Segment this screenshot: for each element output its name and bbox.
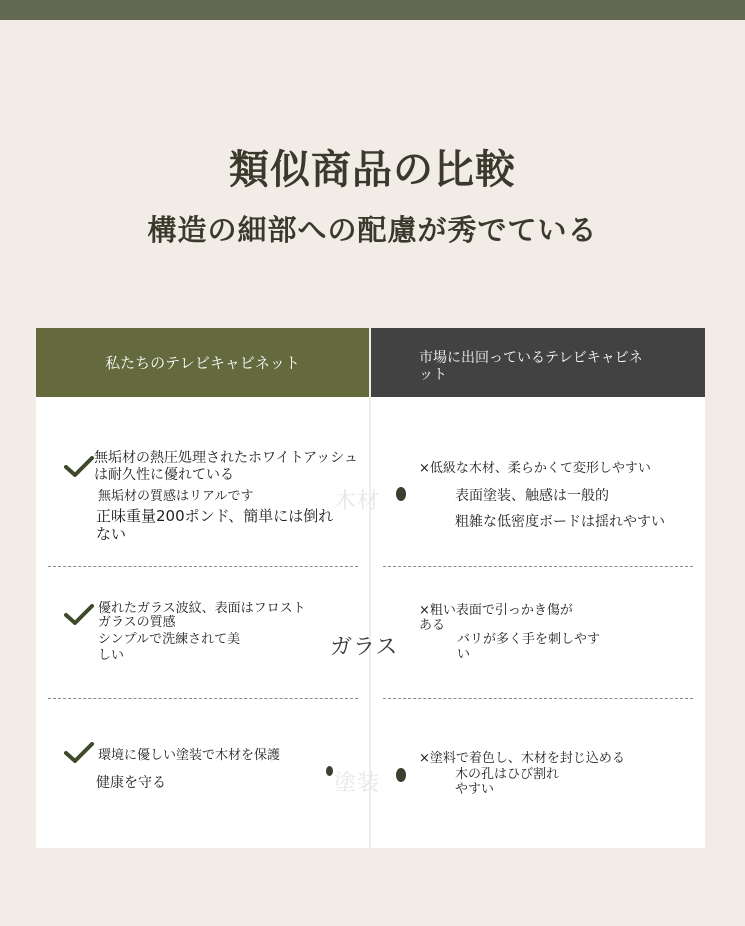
ours-wood-line-1: 無垢材の熱圧処理されたホワイトアッシュは耐久性に優れている	[94, 450, 358, 483]
ours-glass-line-1: 優れたガラス波紋、表面はフロストガラスの質感	[98, 601, 306, 630]
category-label-paint: 塗装	[334, 771, 381, 796]
row-separator	[383, 698, 693, 699]
ours-paint-line-2: 健康を守る	[96, 775, 166, 791]
row-separator	[48, 698, 358, 699]
comparison-table	[36, 328, 705, 848]
check-icon	[64, 742, 94, 764]
marker-dot	[326, 766, 333, 776]
check-icon	[64, 456, 94, 478]
page-subtitle: 構造の細部への配慮が秀でている	[147, 213, 598, 247]
market-header: 市場に出回っているテレビキャビネット	[371, 328, 705, 397]
marker-dot	[396, 487, 406, 501]
marker-dot	[396, 768, 406, 782]
ours-wood-line-2: 無垢材の質感はリアルです	[98, 489, 254, 504]
market-paint-line-1: ×塗料で着色し、木材を封じ込める	[419, 751, 625, 766]
page-title: 類似商品の比較	[229, 147, 516, 193]
category-label-glass: ガラス	[330, 635, 399, 660]
market-glass-line-2: バリが多く手を刺しやすい	[457, 632, 601, 662]
row-separator	[383, 566, 693, 567]
market-paint-line-2: 木の孔はひび割れやすい	[455, 767, 560, 797]
ours-wood-line-3: 正味重量200ポンド、簡単には倒れない	[96, 507, 334, 543]
market-wood-line-3: 粗雑な低密度ボードは揺れやすい	[455, 514, 665, 530]
market-glass-line-1: ×粗い表面で引っかき傷がある	[419, 603, 573, 633]
market-column	[371, 328, 705, 848]
ours-header: 私たちのテレビキャビネット	[36, 328, 369, 397]
top-bar	[0, 0, 745, 20]
market-wood-line-2: 表面塗装、触感は一般的	[455, 488, 609, 504]
ours-column	[36, 328, 369, 848]
row-separator	[48, 566, 358, 567]
check-icon	[64, 604, 94, 626]
category-label-wood: 木材	[334, 489, 381, 514]
market-wood-line-1: ×低級な木材、柔らかくて変形しやすい	[419, 461, 651, 476]
ours-glass-line-2: シンプルで洗練されて美しい	[98, 632, 241, 663]
ours-paint-line-1: 環境に優しい塗装で木材を保護	[98, 748, 281, 763]
